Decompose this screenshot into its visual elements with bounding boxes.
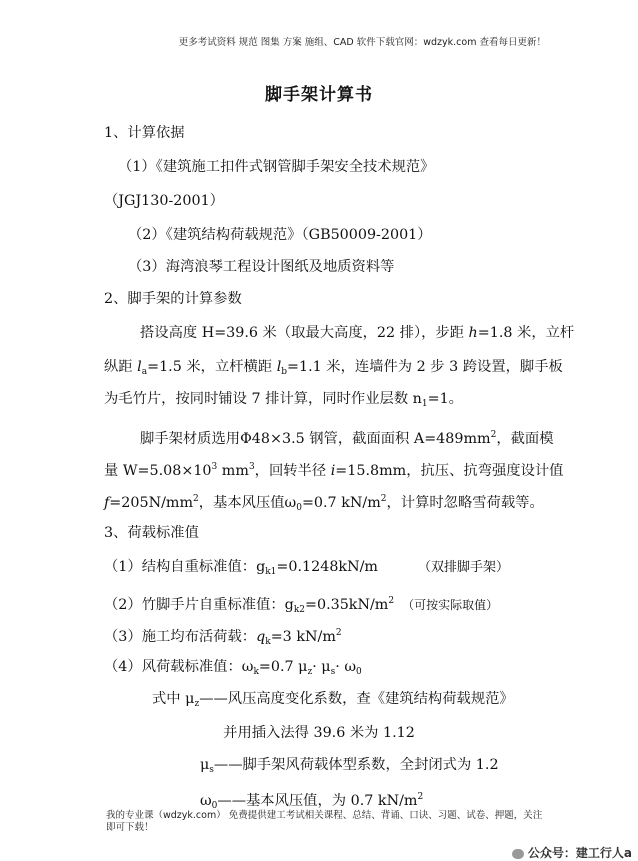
page-header: 更多考试资料 规范 图集 方案 施组、CAD 软件下载官网：wdzyk.com 查看每日更新！ bbox=[178, 37, 546, 48]
formula-note-4: $\omega_0——$基本风压值，为 0.7 $kN/m^2$ bbox=[200, 792, 424, 811]
param-line-3: 为毛竹片，按同时铺设 7 排计算，同时作业层数 $n_1=1$。 bbox=[104, 391, 463, 409]
load-item-1: （1）结构自重标准值：$g_{k1}=0.1248kN/m$ （双排脚手架） bbox=[104, 559, 509, 577]
reference-1: （1）《建筑施工扣件式钢管脚手架安全技术规范》 bbox=[118, 159, 435, 175]
formula-note-1: 式中 $\mu_z——$风压高度变化系数，查《建筑结构荷载规范》 bbox=[152, 691, 514, 709]
brand-watermark: 公众号：建工行人a bbox=[512, 844, 632, 861]
reference-3: （3）海湾浪琴工程设计图纸及地质资料等 bbox=[128, 259, 395, 275]
param-line-6: $f=205N/mm^2$，基本风压值$\omega_0=0.7$ $kN/m^2$，计算时忽略雪荷载等。 bbox=[104, 494, 544, 513]
reference-2: （2）《建筑结构荷载规范》（GB50009-2001） bbox=[128, 227, 432, 243]
load-item-4: （4）风荷载标准值：$\omega_k=0.7$ $\mu_z\cdot \mu_s\cdot \omega_0$ bbox=[104, 659, 362, 677]
param-line-1: 搭设高度 H=39.6 米（取最大高度，22 排），步距 h=1.8 米，立杆 bbox=[140, 325, 575, 341]
reference-1-code: （JGJ130-2001） bbox=[104, 193, 224, 209]
section-1-heading: 1、计算依据 bbox=[104, 125, 185, 141]
param-line-4: 脚手架材质选用Φ48×3.5 钢管，截面面积 $A=489mm^2$，截面模 bbox=[140, 430, 554, 447]
page-footer: 我的专业课（wdzyk.com） 免费提供建工考试相关课程、总结、背诵、口诀、习题、试卷、押题，关注即可下载！ bbox=[106, 810, 543, 833]
formula-note-3: $\mu_s——$脚手架风荷载体型系数，全封闭式为 1.2 bbox=[200, 757, 499, 775]
wechat-icon bbox=[512, 849, 524, 859]
param-line-2: 纵距 $l_a=1.5$ 米，立杆横距 $l_b=1.1$ 米，连墙件为 2 步 3 跨设置，脚手板 bbox=[104, 359, 563, 377]
formula-note-2: 并用插入法得 39.6 米为 1.12 bbox=[223, 725, 415, 741]
param-line-5: 量 $W=5.08\times 10^3$ $mm^3$，回转半径 i=15.8mm，抗压、抗弯强度设计值 bbox=[104, 462, 564, 479]
section-2-heading: 2、脚手架的计算参数 bbox=[104, 291, 242, 307]
document-title: 脚手架计算书 bbox=[265, 85, 373, 105]
load-item-2: （2）竹脚手片自重标准值：$g_{k2}=0.35kN/m^2$ （可按实际取值） bbox=[104, 596, 499, 615]
section-3-heading: 3、荷载标准值 bbox=[104, 525, 199, 541]
load-item-3: （3）施工均布活荷载：$q_k=3$ $kN/m^2$ bbox=[104, 628, 342, 647]
